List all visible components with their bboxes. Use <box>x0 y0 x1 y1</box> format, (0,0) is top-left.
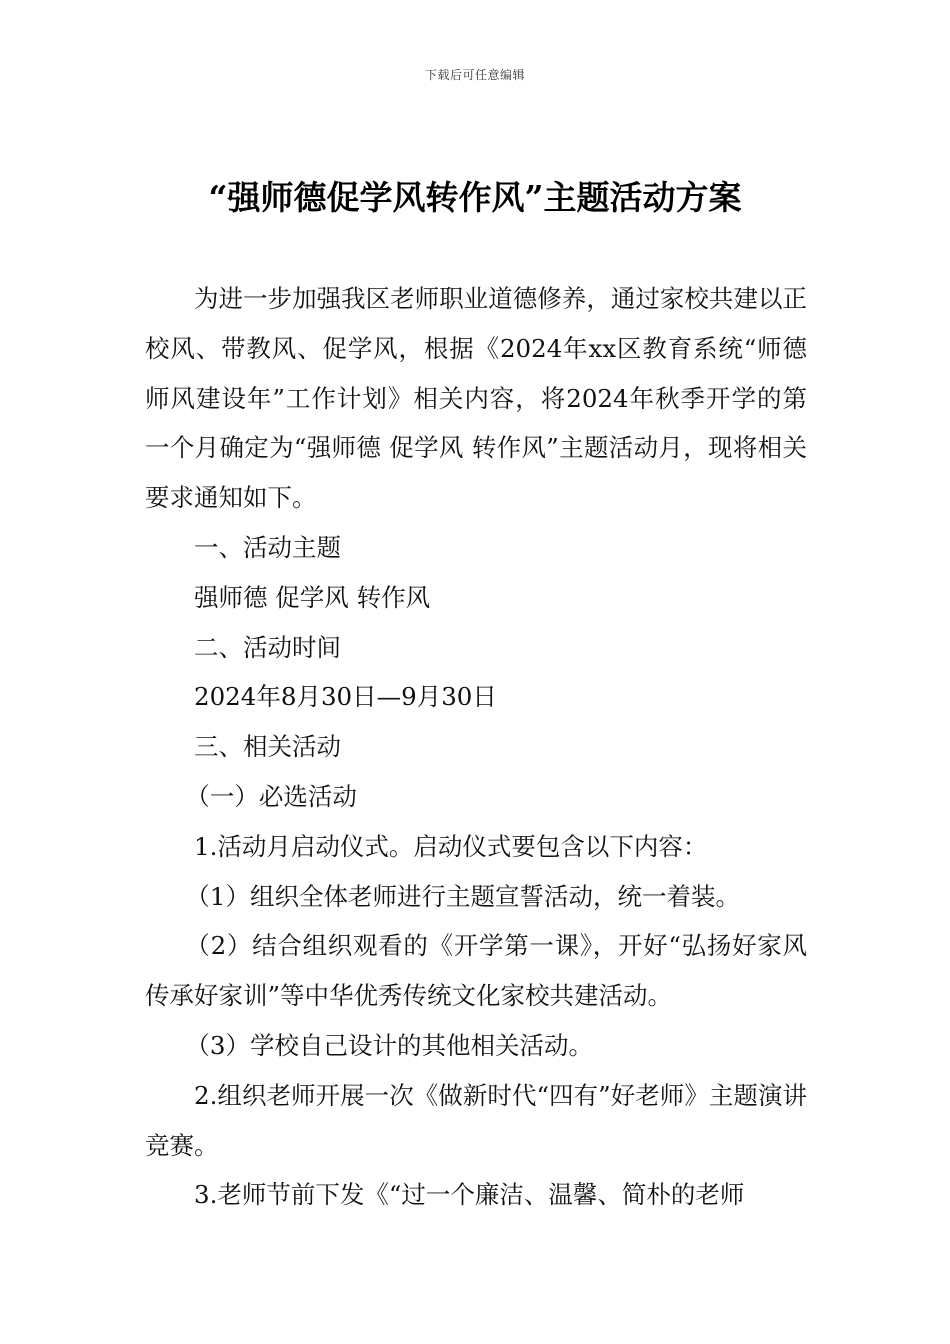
activity-subitem-2: （2）结合组织观看的《开学第一课》，开好“弘扬好家风传承好家训”等中华优秀传统文化家校共建活动。 <box>145 931 807 1011</box>
intro-paragraph: 为进一步加强我区老师职业道德修养，通过家校共建以正校风、带教风、促学风，根据《2024年xx区教育系统“师德师风建设年”工作计划》相关内容，将2024年秋季开学的第一个月确定为“强师德 促学风 转作风”主题活动月，现将相关要求通知如下。 <box>145 284 807 513</box>
document-title: “强师德促学风转作风”主题活动方案 <box>208 178 742 217</box>
header-note: 下载后可任意编辑 <box>424 68 525 82</box>
section-heading-theme: 一、活动主题 <box>194 532 341 562</box>
section-heading-time: 二、活动时间 <box>194 632 341 662</box>
section-heading-activities: 三、相关活动 <box>194 732 341 762</box>
activity-item-2: 2.组织老师开展一次《做新时代“四有”好老师》主题演讲竞赛。 <box>145 1080 807 1160</box>
theme-text: 强师德 促学风 转作风 <box>194 582 431 612</box>
activity-subitem-1: （1）组织全体老师进行主题宣誓活动，统一着装。 <box>185 881 741 911</box>
subsection-heading-required: （一）必选活动 <box>185 781 357 811</box>
activity-item-1: 1.活动月启动仪式。启动仪式要包含以下内容： <box>194 831 708 861</box>
time-text: 2024年8月30日—9月30日 <box>194 682 497 712</box>
activity-subitem-3: （3）学校自己设计的其他相关活动。 <box>185 1030 594 1060</box>
activity-item-3: 3.老师节前下发《“过一个廉洁、温馨、简朴的老师 <box>194 1180 745 1210</box>
document-body <box>145 274 807 1220</box>
